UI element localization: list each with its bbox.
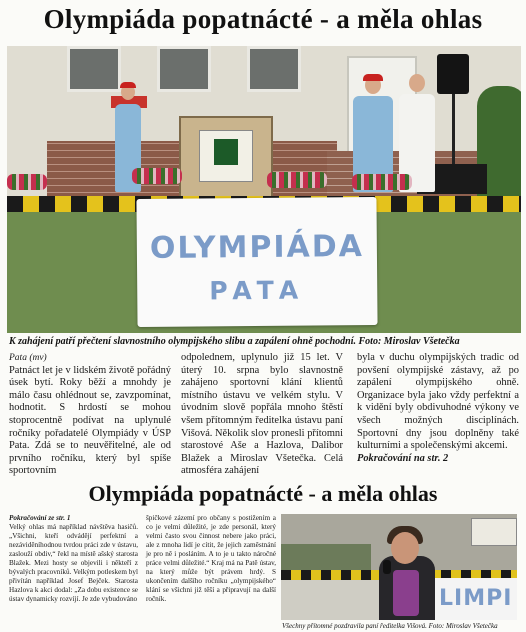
- article-text-1: Patnáct let je v lidském životě pořádný úsek bytí. Roky běží a mnohdy je málo času ohlédnout se, zavzpomínat, hodnotit. S hrdostí se mohou stoprocentně podívat na uplynulé ročníky pořadatelé Olympiády v ÚSP Pata. Zdá se to neuvěřitelné, ale od prvního ročníku, který byl spíše sportovním: [9, 364, 171, 477]
- photo-flowers: [267, 172, 327, 188]
- photo-window: [67, 46, 121, 92]
- photo-emblem-board: [179, 116, 273, 200]
- article-column-3: [357, 352, 519, 465]
- photo-red-cap: [120, 82, 136, 88]
- bottom-column-2: [146, 514, 276, 604]
- photo-director-head: [391, 532, 419, 564]
- bottom-photo: [281, 514, 517, 620]
- continued-from: Pokračování ze str. 1: [9, 514, 71, 522]
- photo-flowers: [352, 174, 412, 190]
- photo-window: [247, 46, 301, 92]
- photo-person-head: [409, 74, 425, 92]
- article-column-2: [181, 352, 343, 478]
- photo-scarf: [393, 570, 419, 616]
- photo-sign: [471, 518, 517, 546]
- emblem-logo: [214, 139, 238, 165]
- bottom-column-1: [9, 514, 138, 604]
- emblem-panel: [199, 130, 253, 182]
- banner-line-2: PATA: [209, 275, 306, 306]
- headline-top: Olympiáda popatnácté - a měla ohlas: [43, 4, 483, 34]
- banner-line-1: OLYMPIÁDA: [149, 229, 365, 266]
- bottom-photo-caption: Všechny přítomné pozdravila paní ředitelka Višová. Foto: Miroslav Všetečka: [282, 622, 498, 630]
- photo-banner: [136, 197, 377, 327]
- photo-window: [157, 46, 211, 92]
- bottom-text-2: špičkové zázemí pro občany s postižením a co je velmi důležité, je zde personál, který velmi často svou činnost nebere jako práci, ale z mnoha lidí je cítit, že jejich zaměstnání je pro ně i posláním. A to je u takto náročné práce velmi důležité.“ Kraj má na Patě ústav, na který může být právem hrdý. S ukončením dalšího ročníku „olympijského“ klání se všichni již těší a připravují na další ročník.: [146, 514, 276, 603]
- headline-bottom: Olympiáda popatnácté - a měla ohlas: [88, 481, 438, 506]
- photo-banner-partial: [431, 578, 517, 620]
- continued-link[interactable]: Pokračování na str. 2: [357, 452, 449, 464]
- main-photo: [7, 46, 521, 333]
- photo-caption: K zahájení patří přečtení slavnostního olympijského slibu a zapálení ohně pochodní. Foto: Miroslav Všetečka: [9, 336, 460, 347]
- article-text-3: byla v duchu olympijských tradic od povšení olympijské zástavy, až po zapálení olympijského ohně. Organizace byla jako vždy perfektní a k vidění byly obdivuhodné výkony ve všech možných disciplínách. Sportovní dny jsou doplněny také kulturními a společenskými akcemi.: [357, 352, 519, 452]
- photo-flowers: [7, 174, 47, 190]
- microphone-icon: [383, 560, 391, 574]
- article-text-2: odpolednem, uplynulo již 15 let. V úterý 10. srpna bylo slavnostně zahájeno sportovní klání klientů místního ústavu ve velkém stylu. V úvodním slově popřála mnoho štěstí všem přítomným ředitelka ústavu paní Višová. Několik slov pronesli přítomni starostové Aše a Hazlova, Dalibor Blažek a Miroslav Všetečka. Celá atmosféra zahájení: [181, 352, 343, 477]
- photo-flowers: [132, 168, 182, 184]
- photo-loudspeaker: [437, 54, 469, 94]
- photo-red-cap: [363, 74, 383, 81]
- bottom-text-1: Velký ohlas má například návštěva hasičů. „Všichni, kteří odvádějí perfektní a nezáviděníhodnou tvrdou práci zde v ústavu, zaslouží obdiv,“ řekl na místě ašský starosta Blažek. Mezi hosty se objevili i někteří z bývalých pracovníků. Velkým potleskem byl přivítán například Josef Bejček. Starosta Hazlova k akci dodal: „Za dobu existence se ústav dynamicky rozvíjí. Je zde vybudováno: [9, 523, 138, 603]
- article-column-1: [9, 352, 171, 478]
- photo-banner-text: LIMPI: [439, 586, 513, 611]
- byline: Pata (mv): [9, 353, 47, 363]
